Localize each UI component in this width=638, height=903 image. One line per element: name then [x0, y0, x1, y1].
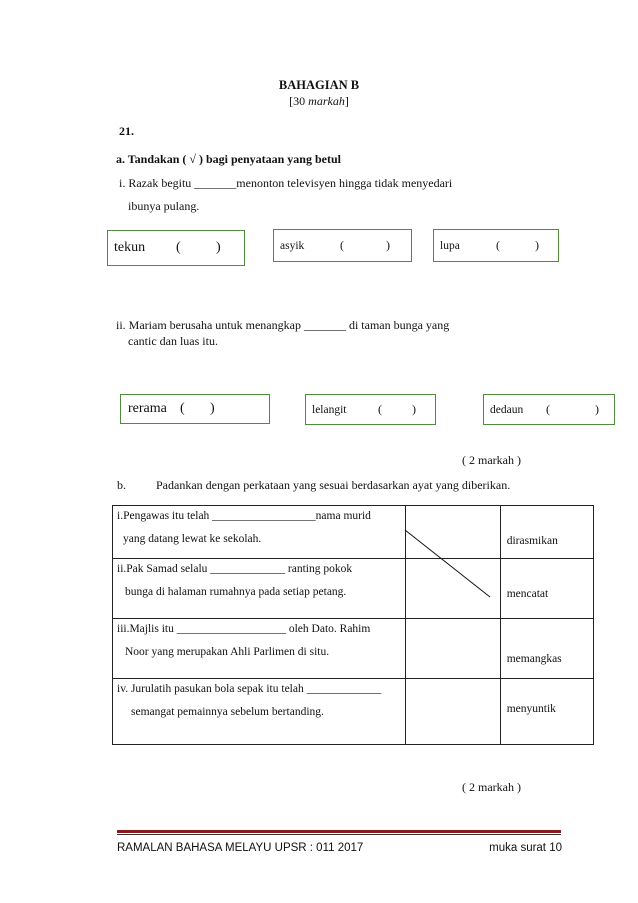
- sentence-cell: [113, 619, 406, 679]
- answer-cell: [500, 679, 593, 745]
- answer-cell: [500, 559, 593, 619]
- matching-area[interactable]: [405, 679, 500, 745]
- sentence-line1: iv. Jurulatih pasukan bola sepak itu telah _____________: [117, 683, 382, 695]
- answer-cell: [500, 619, 593, 679]
- part-b-label: b.: [117, 478, 126, 492]
- option-box-rerama[interactable]: [120, 394, 270, 424]
- section-title: BAHAGIAN B: [278, 78, 360, 92]
- table-row: [113, 559, 594, 619]
- sentence-line2: bunga di halaman rumahnya pada setiap petang.: [125, 586, 347, 598]
- answer-cell: [500, 506, 593, 559]
- table-row: [113, 679, 594, 745]
- item1-line2: ibunya pulang.: [128, 199, 200, 213]
- matching-area[interactable]: [405, 619, 500, 679]
- sentence-cell: [113, 679, 406, 745]
- option-word: rerama: [128, 401, 167, 416]
- option-paren-open: (: [546, 402, 550, 416]
- part-a-marks: ( 2 markah ): [462, 453, 521, 467]
- section-marks: [30 markah]: [289, 94, 349, 108]
- question-number: 21.: [119, 124, 134, 138]
- option-paren-open: (: [180, 401, 185, 416]
- sentence-line2: yang datang lewat ke sekolah.: [123, 533, 262, 545]
- option-word: asyik: [280, 239, 305, 252]
- option-box-tekun[interactable]: [107, 230, 245, 266]
- option-paren-open: (: [176, 240, 181, 255]
- sentence-line2: semangat pemainnya sebelum bertanding.: [131, 706, 324, 718]
- option-paren-close: ): [210, 401, 215, 416]
- section-marks-word: markah: [308, 94, 345, 108]
- item1-line1: i. Razak begitu _______menonton televisyen hingga tidak menyedari: [119, 176, 453, 190]
- part-a-instruction: a. Tandakan ( √ ) bagi penyataan yang betul: [116, 152, 341, 166]
- option-word: lelangit: [312, 403, 347, 416]
- option-paren-close: ): [535, 238, 539, 252]
- footer-rule-thin: [117, 834, 561, 835]
- sentence-line1: iii.Majlis itu ___________________ oleh Dato. Rahim: [117, 623, 371, 635]
- option-box-lupa[interactable]: [433, 229, 559, 262]
- option-paren-close: ): [216, 240, 221, 255]
- sentence-line2: Noor yang merupakan Ahli Parlimen di situ.: [125, 646, 330, 658]
- item2-line1: ii. Mariam berusaha untuk menangkap _______ di taman bunga yang: [116, 318, 450, 332]
- footer-title: RAMALAN BAHASA MELAYU UPSR : 011 2017: [117, 842, 364, 854]
- answer-word: memangkas: [506, 653, 562, 665]
- answer-word: menyuntik: [506, 703, 556, 715]
- option-paren-close: ): [412, 402, 416, 416]
- option-paren-close: ): [386, 238, 390, 252]
- option-box-lelangit[interactable]: [305, 394, 436, 425]
- sentence-cell: [113, 559, 406, 619]
- option-box-asyik[interactable]: [273, 229, 412, 262]
- footer-page-number: muka surat 10: [489, 842, 562, 854]
- matching-area[interactable]: [405, 506, 500, 559]
- option-word: lupa: [440, 239, 460, 252]
- option-paren-open: (: [496, 238, 500, 252]
- sentence-line1: i.Pengawas itu telah __________________nama murid: [117, 510, 371, 522]
- matching-area[interactable]: [405, 559, 500, 619]
- footer-rule: [117, 830, 561, 833]
- option-paren-open: (: [340, 238, 344, 252]
- table-row: [113, 619, 594, 679]
- matching-table: [112, 505, 594, 745]
- table-row: [113, 506, 594, 559]
- option-paren-open: (: [378, 402, 382, 416]
- sentence-line1: ii.Pak Samad selalu _____________ ranting pokok: [117, 563, 353, 575]
- item2-line2: cantic dan luas itu.: [128, 334, 218, 348]
- option-word: tekun: [114, 240, 146, 255]
- sentence-cell: [113, 506, 406, 559]
- answer-word: dirasmikan: [506, 535, 558, 547]
- part-b-marks: ( 2 markah ): [462, 780, 521, 794]
- option-word: dedaun: [490, 403, 524, 416]
- option-box-dedaun[interactable]: [483, 394, 615, 425]
- answer-word: mencatat: [506, 588, 549, 600]
- option-paren-close: ): [595, 402, 599, 416]
- part-b-instruction: Padankan dengan perkataan yang sesuai berdasarkan ayat yang diberikan.: [156, 478, 511, 492]
